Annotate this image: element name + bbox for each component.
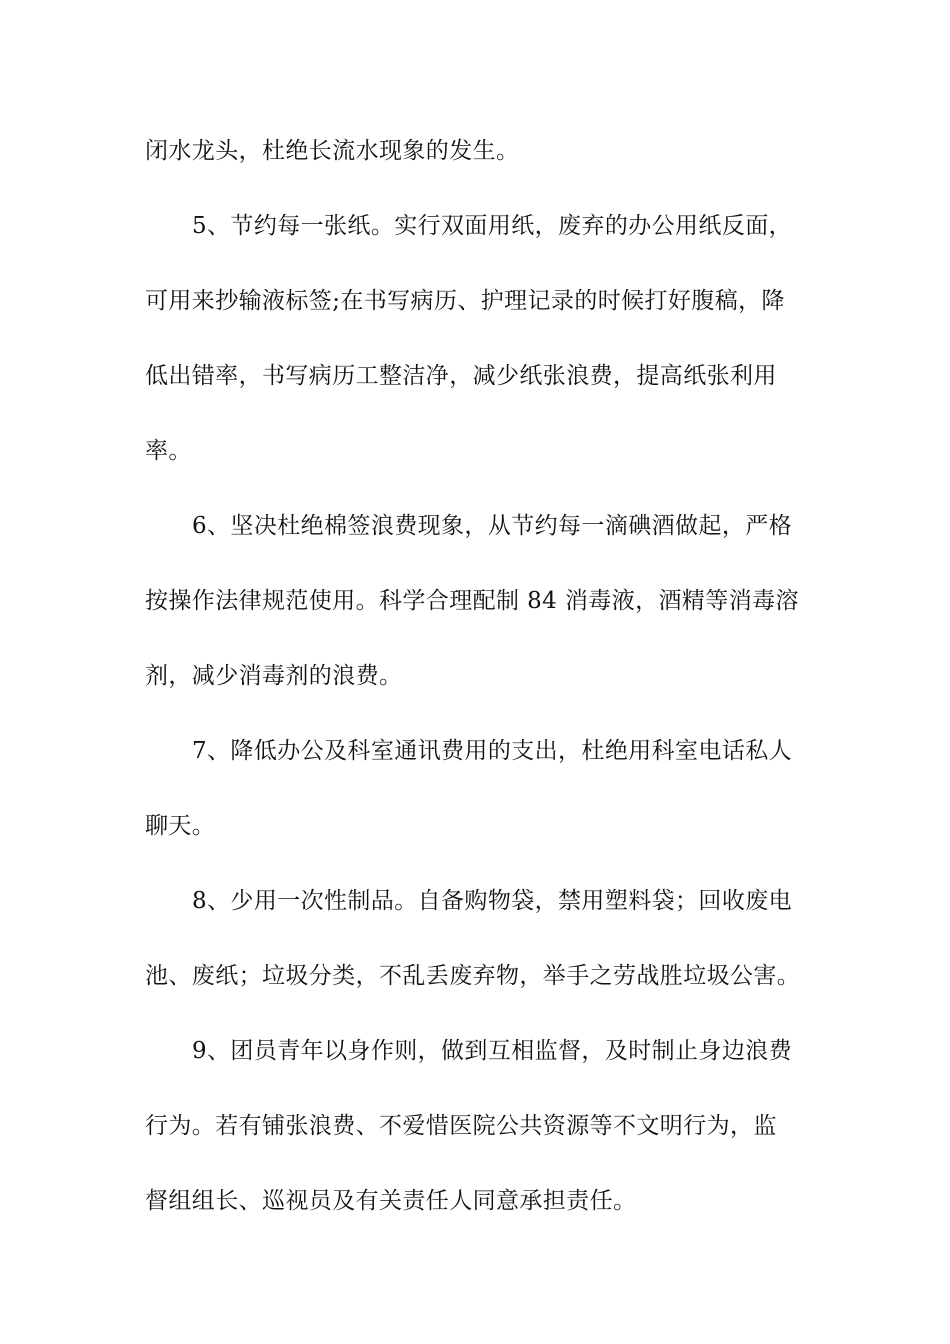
text-line: 行为。若有铺张浪费、不爱惜医院公共资源等不文明行为，监 (145, 1113, 777, 1139)
text-line: 6、坚决杜绝棉签浪费现象，从节约每一滴碘酒做起，严格 (192, 513, 793, 539)
text-line: 闭水龙头，杜绝长流水现象的发生。 (145, 138, 520, 164)
text-line: 8、少用一次性制品。自备购物袋，禁用塑料袋；回收废电 (192, 888, 793, 914)
text-line: 7、降低办公及科室通讯费用的支出，杜绝用科室电话私人 (192, 738, 793, 764)
text-line: 剂，减少消毒剂的浪费。 (145, 663, 403, 689)
text-line: 聊天。 (145, 813, 216, 839)
text-line: 督组组长、巡视员及有关责任人同意承担责任。 (145, 1188, 637, 1214)
text-line: 池、废纸；垃圾分类，不乱丢废弃物，举手之劳战胜垃圾公害。 (145, 963, 801, 989)
text-line: 按操作法律规范使用。科学合理配制 84 消毒液，酒精等消毒溶 (145, 588, 799, 614)
text-line: 低出错率，书写病历工整洁净，减少纸张浪费，提高纸张利用 (145, 363, 777, 389)
text-line: 9、团员青年以身作则，做到互相监督，及时制止身边浪费 (192, 1038, 793, 1064)
text-line: 可用来抄输液标签;在书写病历、护理记录的时候打好腹稿，降 (145, 288, 785, 314)
text-line: 5、节约每一张纸。实行双面用纸，废弃的办公用纸反面， (192, 213, 793, 239)
text-line: 率。 (145, 438, 192, 464)
